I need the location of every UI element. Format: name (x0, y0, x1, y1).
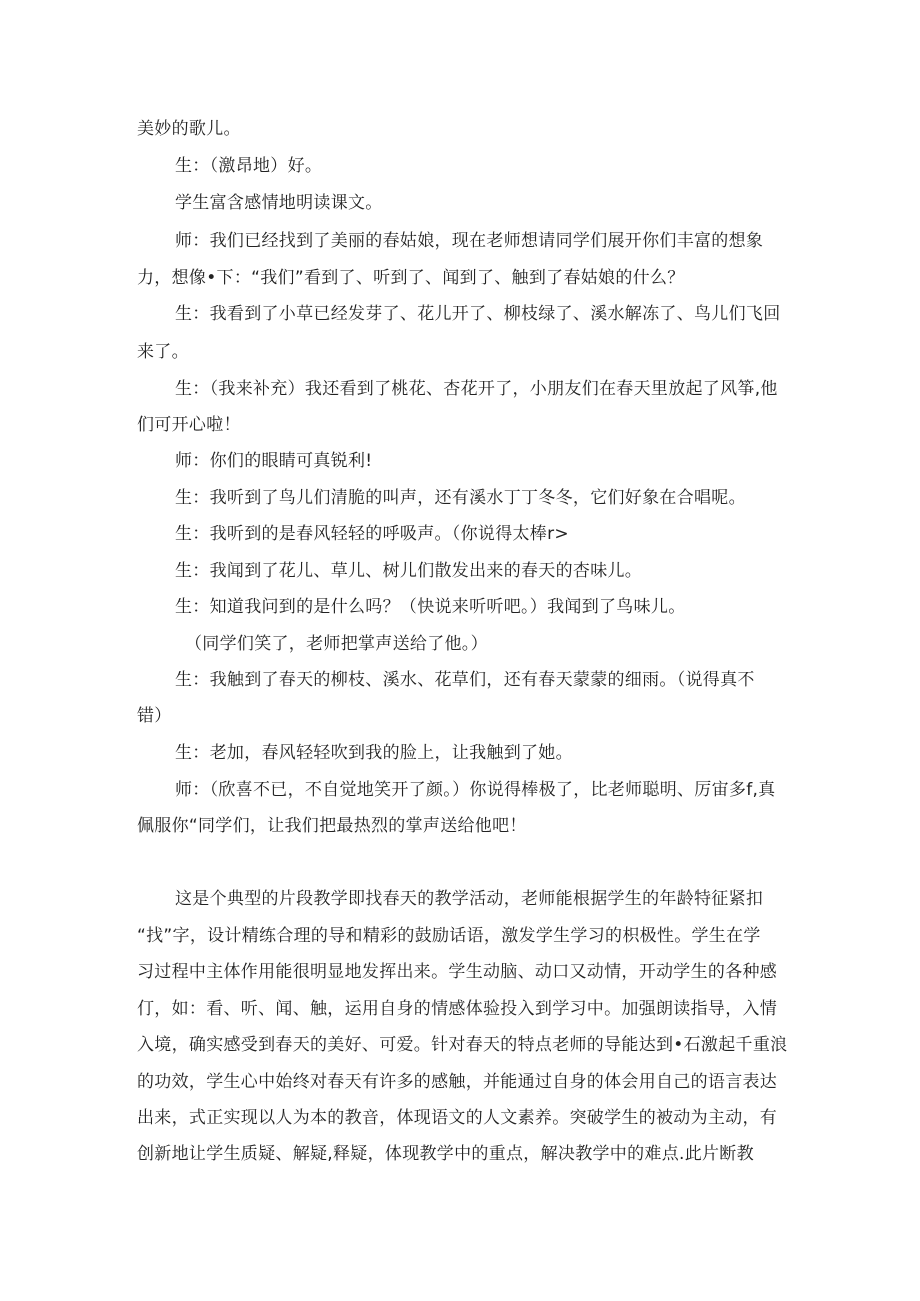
text-line: 师：你们的眼睛可真锐利! (175, 451, 373, 471)
text-line: 创新地让学生质疑、解疑,释疑，体现教学中的重点，解决教学中的难点.此片断教 (137, 1144, 754, 1164)
text-line: 仃，如：看、听、闻、触，运用自身的情感体验投入到学习中。加强朗读指导，入情 (137, 999, 778, 1019)
text-line: 生：我看到了小草已经发芽了、花儿开了、柳枝绿了、溪水解冻了、鸟儿们飞回 (175, 304, 781, 324)
text-line: 力，想像•下：“我们”看到了、听到了、闻到了、触到了春姑娘的什么？ (137, 268, 685, 288)
text-line: 们可开心啦！ (137, 415, 241, 435)
text-line: 师：（欣喜不已，不自觉地笑开了颜。）你说得棒极了，比老师聪明、厉宙多f,真 (175, 780, 776, 800)
text-line: 这是个典型的片段教学即找春天的教学活动，老师能根据学生的年龄特征紧扣 (175, 889, 764, 909)
text-line: 来了。 (137, 342, 189, 362)
text-line: 错） (137, 706, 172, 726)
text-line: 生：我听到了鸟儿们清脆的叫声，还有溪水丁丁冬冬，它们好象在合唱呢。 (175, 488, 746, 508)
text-line: 出来，式正实现以人为本的教音，体现语文的人文素养。突破学生的被动为主动，有 (137, 1108, 778, 1128)
text-line: 生：知道我问到的是什么吗？（快说来听听吧。）我闻到了鸟味儿。 (175, 597, 686, 617)
text-line: 习过程中主体作用能很明显地发挥出来。学生动脑、动口又动情，开动学生的各种感 (137, 962, 778, 982)
text-line: 的功效，学生心中始终对春天有许多的感触，并能通过自身的体会用自己的语言表达 (137, 1072, 778, 1092)
text-line: 入境，确实感受到春天的美好、可爱。针对春天的特点老师的导能达到•石激起千重浪 (137, 1035, 788, 1055)
text-line: “找”字，设计精练合理的导和精彩的鼓励话语，激发学生学习的枳极性。学生在学 (137, 926, 761, 946)
text-line: 生：我闻到了花儿、草儿、树儿们散发出来的春天的杏味儿。 (175, 561, 643, 581)
text-line: 生：我听到的是春风轻轻的呼吸声。（你说得太棒r> (175, 524, 569, 544)
text-line: 美妙的歌儿。 (137, 119, 241, 139)
text-line: 生：（我来补充）我还看到了桃花、杏花开了，小朋友们在春天里放起了风筝,他 (175, 379, 778, 399)
text-line: （同学们笑了，老师把掌声送给了他。） (185, 634, 488, 654)
text-line: 学生富含感情地明读课文。 (175, 193, 383, 213)
text-line: 佩服你“同学们，让我们把最热烈的掌声送给他吧！ (137, 816, 527, 836)
text-line: 生：（激昂地）好。 (175, 156, 323, 176)
text-line: 生：我触到了春天的柳枝、溪水、花草们，还有春天蒙蒙的细雨。（说得真不 (175, 670, 755, 690)
text-line: 生：老加，春风轻轻吹到我的脸上，让我触到了她。 (175, 743, 573, 763)
text-line: 师：我们已经找到了美丽的春姑娘，现在老师想请同学们展开你们丰富的想象 (175, 231, 764, 251)
